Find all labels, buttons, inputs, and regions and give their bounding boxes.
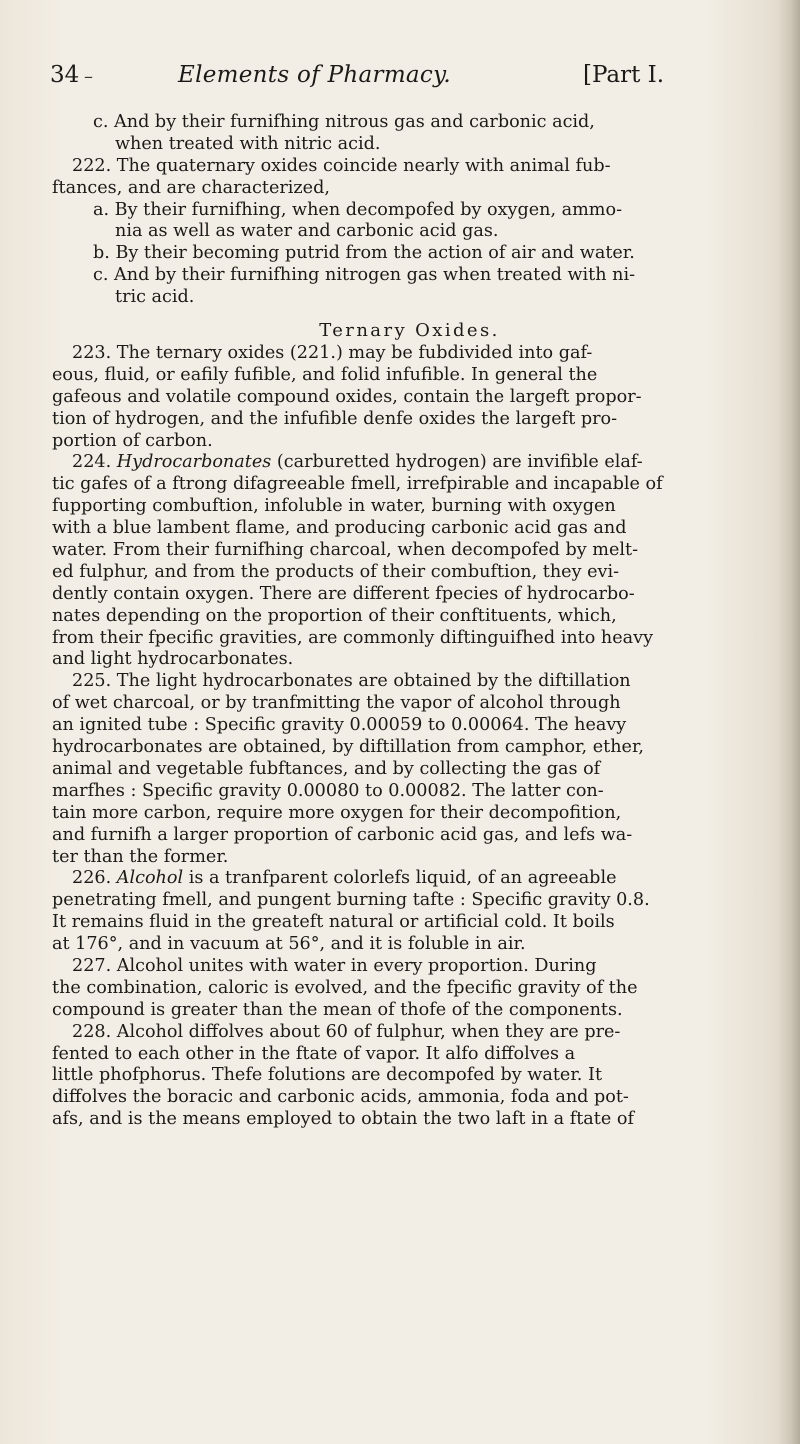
text-line: ed fulphur, and from the products of their combuftion, they evi-: [52, 561, 620, 582]
paragraph-224: [52, 452, 767, 474]
text-line: a. By their furnifhing, when decompofed by oxygen, ammo-: [93, 199, 623, 220]
text-line: afs, and is the means employed to obtain the two laft in a ftate of: [52, 1109, 634, 1130]
text-line: little phofphorus. Thefe folutions are decompofed by water. It: [52, 1065, 603, 1086]
text-line: c. And by their furnifhing nitrogen gas when treated with ni-: [93, 265, 636, 286]
paragraph-223: 223. The ternary oxides (221.) may be fubdivided into gaf-: [72, 343, 593, 364]
paragraph-225: 225. The light hydrocarbonates are obtained by the diftillation: [72, 671, 631, 692]
paragraph-222: 222. The quaternary oxides coincide nearly with animal fub-: [72, 155, 611, 176]
text-line: tain more carbon, require more oxygen for their decompofition,: [52, 802, 622, 823]
text-line: c. And by their furnifhing nitrous gas and carbonic acid,: [93, 112, 595, 132]
text-line: b. By their becoming putrid from the action of air and water.: [93, 243, 635, 264]
text-line: fented to each other in the ftate of vapor. It alfo diffolves a: [52, 1043, 576, 1064]
text-line: the combination, caloric is evolved, and the fpecific gravity of the: [52, 977, 638, 998]
text-line: nates depending on the proportion of their conftituents, which,: [52, 605, 617, 626]
text-run: (carburetted hydrogen) are invifible elaf-: [276, 452, 643, 473]
text-line: with a blue lambent flame, and producing carbonic acid gas and: [52, 518, 627, 539]
text-line: and furnifh a larger proportion of carbonic acid gas, and lefs wa-: [52, 824, 633, 845]
paragraph-228: 228. Alcohol diffolves about 60 of fulphur, when they are pre-: [72, 1021, 621, 1042]
text-line: ftances, and are characterized,: [52, 177, 330, 198]
text-line: tion of hydrogen, and the infufible denfe oxides the largeft pro-: [52, 408, 618, 429]
part-label: [Part I.: [583, 62, 665, 88]
text-line: at 176°, and in vacuum at 56°, and it is foluble in air.: [52, 934, 526, 955]
text-line: compound is greater than the mean of thofe of the components.: [52, 999, 623, 1020]
text-line: an ignited tube : Specific gravity 0.00059 to 0.00064. The heavy: [52, 715, 627, 736]
text-line: dently contain oxygen. There are different fpecies of hydrocarbo-: [52, 583, 635, 604]
text-line: from their fpecific gravities, are commonly diftinguifhed into heavy: [52, 627, 654, 648]
text-line: penetrating fmell, and pungent burning tafte : Specific gravity 0.8.: [52, 890, 650, 911]
text-line: diffolves the boracic and carbonic acids, ammonia, foda and pot-: [52, 1087, 629, 1108]
text-line: tic gafes of a ftrong difagreeable fmell, irrefpirable and incapable of: [52, 474, 663, 495]
text-run: is a tranfparent colorlefs liquid, of an agreeable: [188, 868, 617, 889]
text-line: and light hydrocarbonates.: [52, 649, 294, 670]
page-number: 34: [50, 62, 80, 88]
term-alcohol: Alcohol: [116, 868, 184, 889]
paragraph-226: [52, 868, 767, 890]
text-line: portion of carbon.: [52, 430, 213, 451]
text-line: tric acid.: [115, 287, 195, 308]
section-heading: Ternary Oxides.: [319, 320, 500, 342]
text-line: It remains fluid in the greateft natural or artificial cold. It boils: [52, 912, 615, 933]
text-line: eous, fluid, or eafily fufible, and folid infufible. In general the: [52, 364, 598, 385]
text-line: animal and vegetable fubftances, and by collecting the gas of: [52, 758, 601, 779]
header-dash: –: [84, 66, 93, 87]
text-line: water. From their furnifhing charcoal, when decompofed by melt-: [52, 540, 639, 561]
text-line: ter than the former.: [52, 846, 229, 867]
text-line: when treated with nitric acid.: [115, 133, 381, 154]
paragraph-number: 224.: [72, 452, 112, 473]
text-line: hydrocarbonates are obtained, by diftillation from camphor, ether,: [52, 737, 645, 758]
text-line: fupporting combuftion, infoluble in water, burning with oxygen: [52, 496, 616, 517]
running-title: Elements of Pharmacy.: [178, 62, 451, 88]
page-edge-shadow: [778, 0, 800, 1444]
paragraph-number: 226.: [72, 868, 112, 889]
term-hydrocarbonates: Hydrocarbonates: [116, 452, 272, 473]
running-header: [50, 62, 765, 98]
text-line: nia as well as water and carbonic acid gas.: [115, 221, 499, 242]
paragraph-227: 227. Alcohol unites with water in every proportion. During: [72, 955, 597, 976]
text-line: marfhes : Specific gravity 0.00080 to 0.00082. The latter con-: [52, 780, 604, 801]
page-body: [52, 112, 767, 1131]
text-line: gafeous and volatile compound oxides, contain the largeft propor-: [52, 386, 642, 407]
text-line: of wet charcoal, or by tranfmitting the vapor of alcohol through: [52, 693, 621, 714]
